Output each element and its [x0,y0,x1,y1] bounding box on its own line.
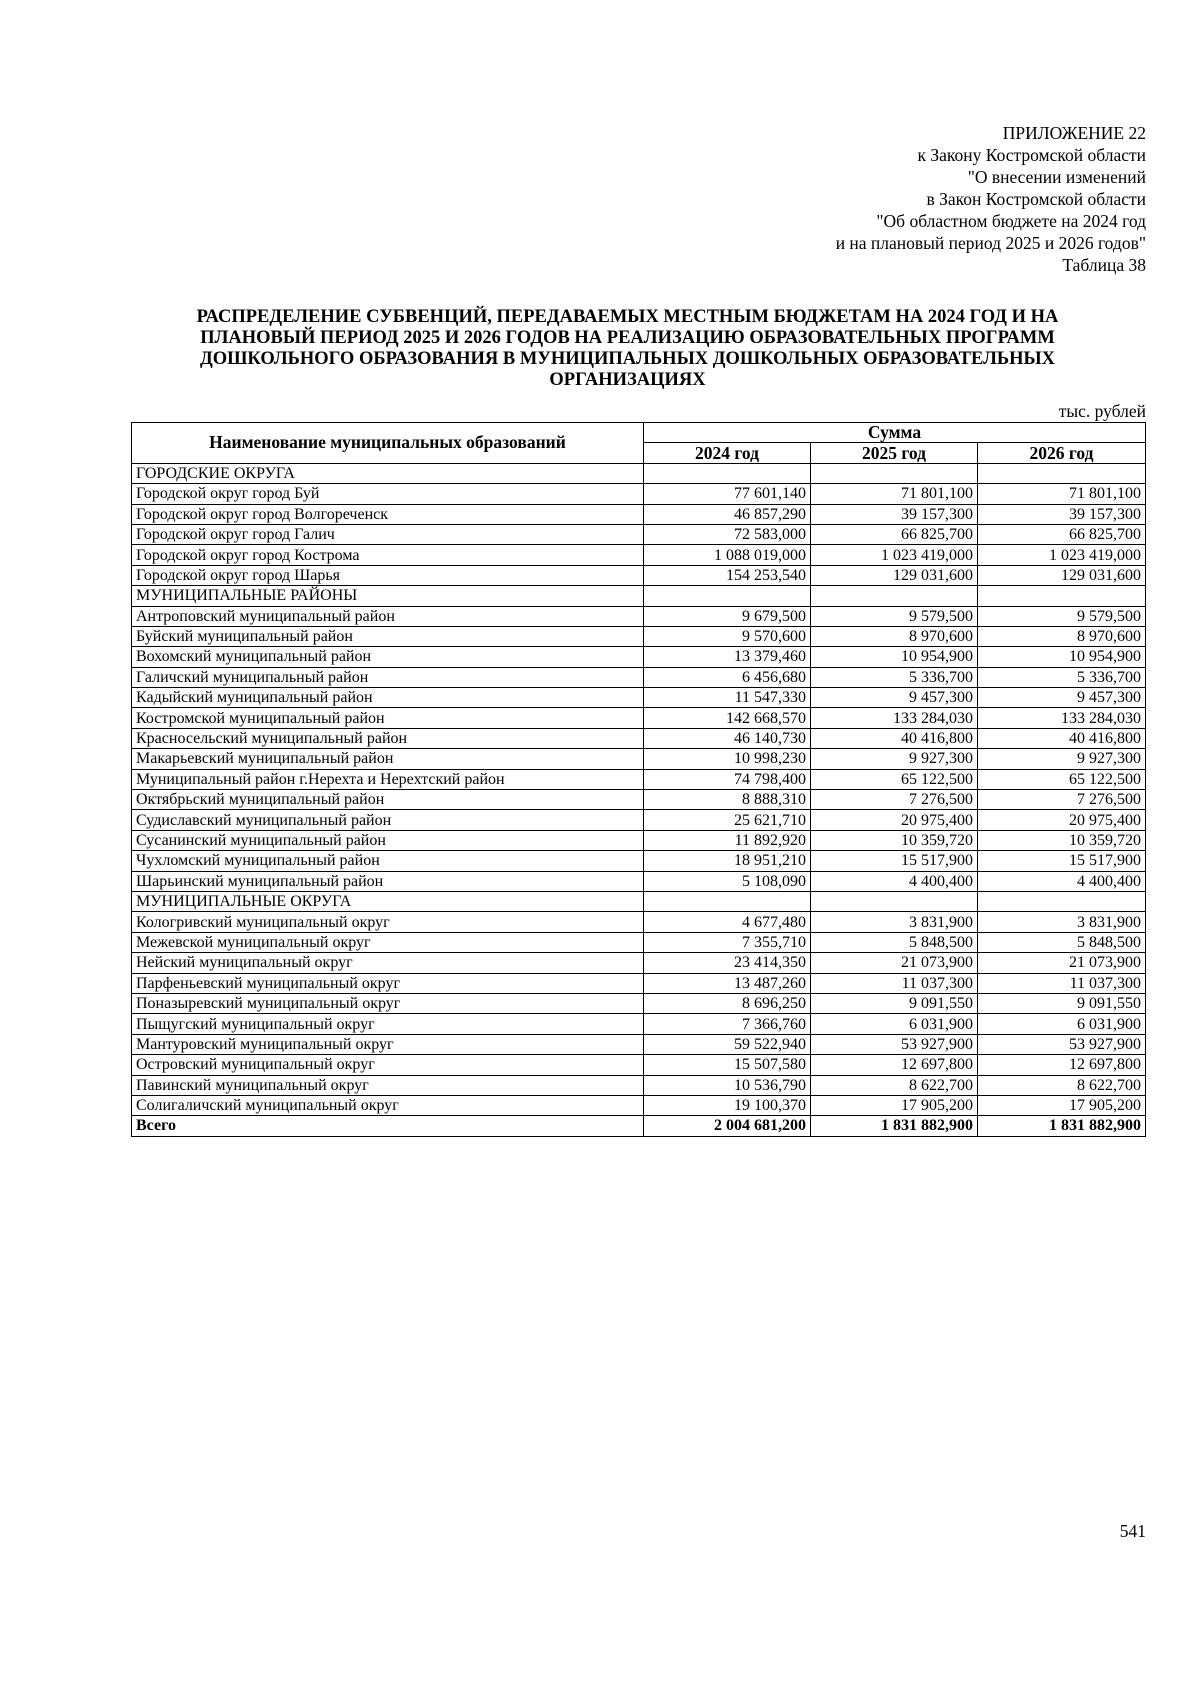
municipality-name: Буйский муниципальный район [132,626,644,646]
units-label: тыс. рублей [1058,401,1146,421]
value-2026: 8 970,600 [978,626,1146,646]
value-2025: 71 801,100 [811,484,978,504]
value-2025: 8 622,700 [811,1075,978,1095]
value-2026: 17 905,200 [978,1095,1146,1115]
table-row [132,1055,1146,1075]
section-row [132,463,1146,483]
value-2025 [811,586,978,606]
column-header-2024: 2024 год [644,443,811,463]
value-2025: 21 073,900 [811,953,978,973]
column-header-2025: 2025 год [811,443,978,463]
table-row [132,1034,1146,1054]
column-header-name: Наименование муниципальных образований [132,423,644,464]
municipality-name: Городской округ город Волгореченск [132,504,644,524]
table-row [132,1075,1146,1095]
table-row [132,1014,1146,1034]
value-2025: 17 905,200 [811,1095,978,1115]
value-2024: 5 108,090 [644,871,811,891]
value-2026: 53 927,900 [978,1034,1146,1054]
municipality-name: Октябрьский муниципальный район [132,790,644,810]
value-2025: 4 400,400 [811,871,978,891]
value-2024: 46 140,730 [644,728,811,748]
value-2024: 77 601,140 [644,484,811,504]
value-2026: 3 831,900 [978,912,1146,932]
value-2024: 8 888,310 [644,790,811,810]
value-2024: 18 951,210 [644,851,811,871]
appendix-law-line: "О внесении изменений [967,167,1146,187]
value-2025: 133 284,030 [811,708,978,728]
value-2024: 59 522,940 [644,1034,811,1054]
municipality-name: Красносельский муниципальный район [132,728,644,748]
value-2026: 129 031,600 [978,565,1146,585]
value-2025: 7 276,500 [811,790,978,810]
municipality-name: Городской округ город Галич [132,524,644,544]
municipality-name: Нейский муниципальный округ [132,953,644,973]
municipality-name: Кадыйский муниципальный район [132,688,644,708]
table-row [132,871,1146,891]
value-2026: 7 276,500 [978,790,1146,810]
value-2025: 1 023 419,000 [811,545,978,565]
value-2025: 5 848,500 [811,932,978,952]
table-row [132,851,1146,871]
value-2024: 13 379,460 [644,647,811,667]
value-2024: 25 621,710 [644,810,811,830]
value-2026: 39 157,300 [978,504,1146,524]
value-2024 [644,891,811,911]
section-row [132,586,1146,606]
table-row [132,606,1146,626]
appendix-law-line: "Об областном бюджете на 2024 год [876,211,1146,231]
table-row [132,769,1146,789]
value-2025: 65 122,500 [811,769,978,789]
document-title [150,307,1105,391]
municipality-name: Галичский муниципальный район [132,667,644,687]
value-2024: 7 355,710 [644,932,811,952]
total-label: Всего [132,1116,644,1136]
value-2025 [811,891,978,911]
municipality-name: Поназыревский муниципальный округ [132,993,644,1013]
value-2025: 9 457,300 [811,688,978,708]
value-2026: 71 801,100 [978,484,1146,504]
value-2026: 10 954,900 [978,647,1146,667]
value-2024: 10 998,230 [644,749,811,769]
municipality-name: Муниципальный район г.Нерехта и Нерехтский район [132,769,644,789]
total-2026: 1 831 882,900 [978,1116,1146,1136]
value-2025: 20 975,400 [811,810,978,830]
value-2024: 8 696,250 [644,993,811,1013]
table-row [132,647,1146,667]
value-2024: 10 536,790 [644,1075,811,1095]
value-2025: 8 970,600 [811,626,978,646]
value-2025: 12 697,800 [811,1055,978,1075]
value-2025: 5 336,700 [811,667,978,687]
municipality-name: Павинский муниципальный округ [132,1075,644,1095]
table-row [132,667,1146,687]
table-header-row [132,423,1146,443]
page-number: 541 [1119,1521,1146,1541]
table-row [132,953,1146,973]
municipality-name: Городской округ город Буй [132,484,644,504]
value-2025: 11 037,300 [811,973,978,993]
table-row [132,973,1146,993]
municipality-name: Солигаличский муниципальный округ [132,1095,644,1115]
title-line: РАСПРЕДЕЛЕНИЕ СУБВЕНЦИЙ, ПЕРЕДАВАЕМЫХ МЕСТНЫМ БЮДЖЕТАМ НА 2024 ГОД И НА [196,307,1059,327]
value-2026: 11 037,300 [978,973,1146,993]
value-2024: 142 668,570 [644,708,811,728]
municipality-name: Макарьевский муниципальный район [132,749,644,769]
table-row [132,708,1146,728]
value-2026: 20 975,400 [978,810,1146,830]
value-2025 [811,463,978,483]
table-row [132,565,1146,585]
municipality-name: Кологривский муниципальный округ [132,912,644,932]
section-name: МУНИЦИПАЛЬНЫЕ РАЙОНЫ [132,586,644,606]
value-2026 [978,891,1146,911]
table-row [132,993,1146,1013]
value-2026: 21 073,900 [978,953,1146,973]
title-line: ДОШКОЛЬНОГО ОБРАЗОВАНИЯ В МУНИЦИПАЛЬНЫХ ДОШКОЛЬНЫХ ОБРАЗОВАТЕЛЬНЫХ [199,349,1056,369]
value-2026: 8 622,700 [978,1075,1146,1095]
value-2025: 15 517,900 [811,851,978,871]
municipality-name: Шарьинский муниципальный район [132,871,644,891]
column-header-2026: 2026 год [978,443,1146,463]
value-2024: 74 798,400 [644,769,811,789]
municipality-name: Островский муниципальный округ [132,1055,644,1075]
value-2024: 6 456,680 [644,667,811,687]
value-2024: 7 366,760 [644,1014,811,1034]
column-header-sum: Сумма [644,423,1146,443]
value-2024 [644,463,811,483]
table-row [132,524,1146,544]
municipality-name: Антроповский муниципальный район [132,606,644,626]
value-2026: 9 927,300 [978,749,1146,769]
value-2026 [978,463,1146,483]
total-2024: 2 004 681,200 [644,1116,811,1136]
value-2024: 4 677,480 [644,912,811,932]
value-2024: 23 414,350 [644,953,811,973]
value-2026: 66 825,700 [978,524,1146,544]
value-2026: 6 031,900 [978,1014,1146,1034]
table-row [132,912,1146,932]
total-2025: 1 831 882,900 [811,1116,978,1136]
appendix-law-line: и на плановый период 2025 и 2026 годов" [835,233,1146,253]
value-2025: 66 825,700 [811,524,978,544]
table-number: Таблица 38 [1062,255,1146,275]
table-row [132,688,1146,708]
value-2025: 9 927,300 [811,749,978,769]
municipality-name: Костромской муниципальный район [132,708,644,728]
value-2025: 10 359,720 [811,830,978,850]
table-row [132,1095,1146,1115]
value-2026: 133 284,030 [978,708,1146,728]
value-2025: 53 927,900 [811,1034,978,1054]
value-2024: 154 253,540 [644,565,811,585]
value-2024: 11 547,330 [644,688,811,708]
value-2026: 5 848,500 [978,932,1146,952]
table-body [132,463,1146,1116]
value-2026: 5 336,700 [978,667,1146,687]
value-2026: 4 400,400 [978,871,1146,891]
value-2024: 72 583,000 [644,524,811,544]
value-2026: 9 091,550 [978,993,1146,1013]
total-row [132,1116,1146,1136]
table-row [132,728,1146,748]
section-row [132,891,1146,911]
value-2025: 129 031,600 [811,565,978,585]
municipality-name: Вохомский муниципальный район [132,647,644,667]
subvention-table [131,422,1146,1137]
value-2026: 40 416,800 [978,728,1146,748]
value-2026: 65 122,500 [978,769,1146,789]
municipality-name: Парфеньевский муниципальный округ [132,973,644,993]
value-2025: 9 091,550 [811,993,978,1013]
table-row [132,932,1146,952]
table-row [132,810,1146,830]
value-2024: 9 679,500 [644,606,811,626]
value-2026 [978,586,1146,606]
table-row [132,749,1146,769]
table-row [132,484,1146,504]
value-2025: 9 579,500 [811,606,978,626]
appendix-law-line: к Закону Костромской области [917,145,1146,165]
table-row [132,626,1146,646]
municipality-name: Межевской муниципальный округ [132,932,644,952]
section-name: ГОРОДСКИЕ ОКРУГА [132,463,644,483]
table-row [132,830,1146,850]
municipality-name: Городской округ город Кострома [132,545,644,565]
value-2025: 6 031,900 [811,1014,978,1034]
municipality-name: Судиславский муниципальный район [132,810,644,830]
table-row [132,790,1146,810]
appendix-number: ПРИЛОЖЕНИЕ 22 [1002,123,1146,143]
value-2024: 11 892,920 [644,830,811,850]
value-2026: 1 023 419,000 [978,545,1146,565]
table-row [132,545,1146,565]
municipality-name: Сусанинский муниципальный район [132,830,644,850]
value-2024 [644,586,811,606]
value-2026: 12 697,800 [978,1055,1146,1075]
value-2025: 40 416,800 [811,728,978,748]
value-2024: 46 857,290 [644,504,811,524]
value-2024: 9 570,600 [644,626,811,646]
value-2025: 39 157,300 [811,504,978,524]
municipality-name: Городской округ город Шарья [132,565,644,585]
value-2026: 15 517,900 [978,851,1146,871]
value-2026: 9 579,500 [978,606,1146,626]
municipality-name: Чухломский муниципальный район [132,851,644,871]
value-2026: 10 359,720 [978,830,1146,850]
value-2025: 3 831,900 [811,912,978,932]
value-2024: 19 100,370 [644,1095,811,1115]
value-2024: 1 088 019,000 [644,545,811,565]
municipality-name: Мантуровский муниципальный округ [132,1034,644,1054]
title-line: ПЛАНОВЫЙ ПЕРИОД 2025 И 2026 ГОДОВ НА РЕАЛИЗАЦИЮ ОБРАЗОВАТЕЛЬНЫХ ПРОГРАММ [200,328,1055,348]
value-2026: 9 457,300 [978,688,1146,708]
table-row [132,504,1146,524]
appendix-law-line: в Закон Костромской области [926,189,1146,209]
municipality-name: Пыщугский муниципальный округ [132,1014,644,1034]
title-line: ОРГАНИЗАЦИЯХ [549,370,706,390]
section-name: МУНИЦИПАЛЬНЫЕ ОКРУГА [132,891,644,911]
appendix-header [836,122,1146,276]
value-2024: 15 507,580 [644,1055,811,1075]
value-2024: 13 487,260 [644,973,811,993]
value-2025: 10 954,900 [811,647,978,667]
